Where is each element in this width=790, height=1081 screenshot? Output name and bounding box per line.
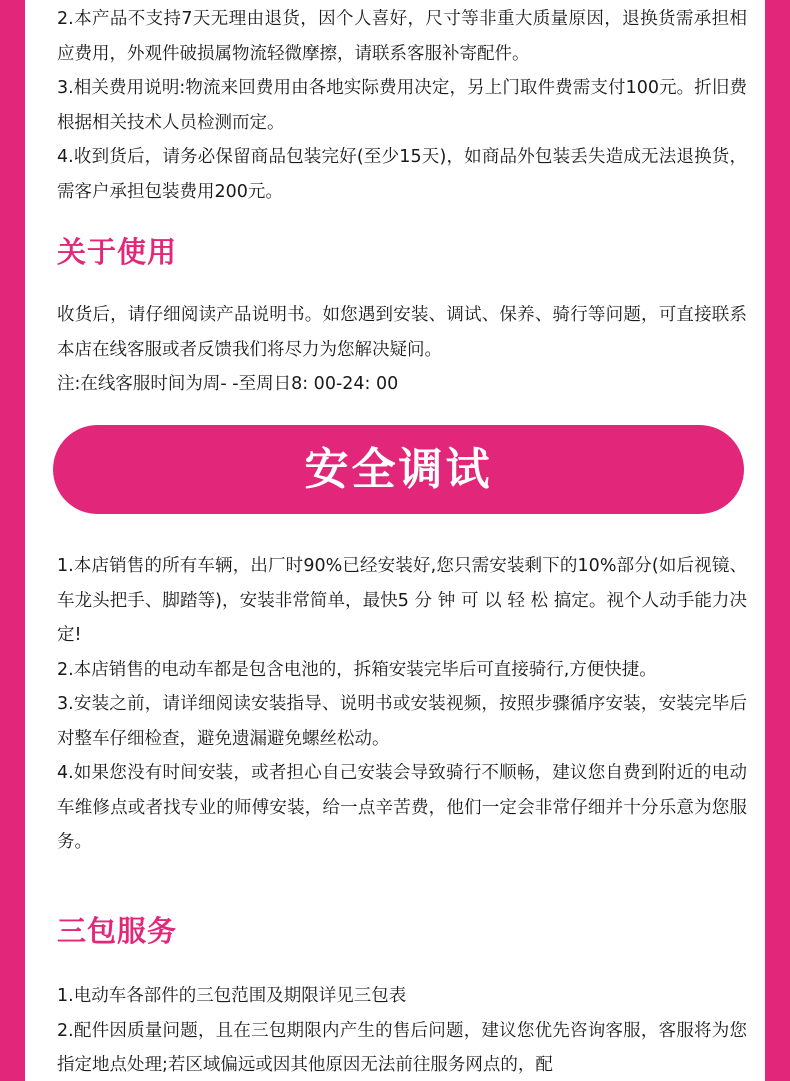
warranty-item-1: 1.电动车各部件的三包范围及期限详见三包表 <box>57 986 407 1006</box>
safety-debugging-banner <box>53 425 744 514</box>
returns-policy-list <box>57 2 747 209</box>
safety-list <box>57 549 747 860</box>
usage-section <box>57 298 747 402</box>
returns-item-2: 2.本产品不支持7天无理由退货，因个人喜好，尺寸等非重大质量原因，退换货需承担相应费用，外观件破损属物流轻微摩擦，请联系客服补寄配件。 <box>57 9 747 64</box>
warranty-list <box>57 979 747 1081</box>
service-hours-note: 注:在线客服时间为周- -至周日8: 00-24: 00 <box>57 374 399 394</box>
usage-paragraph: 收货后，请仔细阅读产品说明书。如您遇到安装、调试、保养、骑行等问题，可直接联系本店在线客服或者反馈我们将尽力为您解决疑问。 <box>57 305 747 360</box>
banner-title: 安全调试 <box>304 443 493 495</box>
safety-item-2: 2.本店销售的电动车都是包含电池的，拆箱安装完毕后可直接骑行,方便快捷。 <box>57 659 657 680</box>
returns-item-4: 4.收到货后，请务必保留商品包装完好(至少15天)，如商品外包装丢失造成无法退换货，需客户承担包装费用200元。 <box>57 147 747 202</box>
safety-item-4: 4.如果您没有时间安装，或者担心自己安装会导致骑行不顺畅，建议您自费到附近的电动车维修点或者找专业的师傅安装，给一点辛苦费，他们一定会非常仔细并十分乐意为您服务。 <box>57 763 747 852</box>
safety-item-1: 1.本店销售的所有车辆，出厂时90%已经安装好,您只需安装剩下的10%部分(如后视镜、车龙头把手、脚踏等)，安装非常简单，最快5 分 钟 可 以 轻 松 搞定。视个人动手能力决定! <box>57 556 747 645</box>
returns-item-3: 3.相关费用说明:物流来回费用由各地实际费用决定，另上门取件费需支付100元。折旧费根据相关技术人员检测而定。 <box>57 78 747 133</box>
warranty-heading: 三包服务 <box>57 914 178 948</box>
safety-item-3: 3.安装之前，请详细阅读安装指导、说明书或安装视频，按照步骤循序安装，安装完毕后对整车仔细检查，避免遗漏避免螺丝松动。 <box>57 694 747 749</box>
content-panel <box>25 0 765 1081</box>
usage-heading: 关于使用 <box>57 235 178 269</box>
warranty-item-2: 2.配件因质量问题，且在三包期限内产生的售后问题，建议您优先咨询客服，客服将为您指定地点处理;若区域偏远或因其他原因无法前往服务网点的，配 <box>57 1020 747 1075</box>
